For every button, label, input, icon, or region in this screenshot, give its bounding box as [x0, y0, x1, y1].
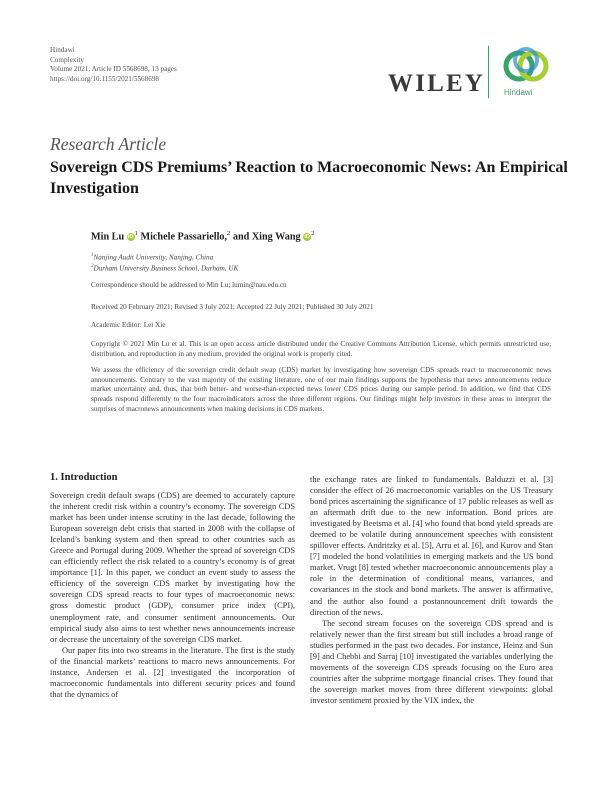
- paragraph: Our paper fits into two streams in the literature. The first is the study of the financial markets’ reactions to macro news announcements. For instance, Andersen et al. [2] investigated the incorporation of macroeconomic fundamentals into different security prices and found that the dynamics of: [50, 645, 295, 699]
- wiley-logo: WILEY: [388, 70, 486, 97]
- hindawi-wordmark: Hindawi: [504, 88, 533, 97]
- author-affiliation-marker: 2: [227, 230, 231, 237]
- author-affiliation-marker: 1: [134, 230, 138, 237]
- author-name[interactable]: Min Lu: [91, 231, 125, 243]
- author-name[interactable]: Michele Passariello,: [140, 231, 228, 243]
- body-column-right: [310, 474, 553, 706]
- paragraph: Sovereign credit default swaps (CDS) are deemed to accurately capture the inherent credit risk within a country’s economy. The sovereign CDS market has been under intense scrutiny in the last decade, following the European sovereign debt crisis that started in 2008 with the collapse of Iceland’s banking system and then spread to other countries such as Greece and Portugal during 2009. Whether the spread of sovereign CDS can efficiently reflect the risk related to a country’s economy is of great importance [1]. In this paper, we conduct an event study to assess the efficiency of the sovereign CDS market by investigating how the sovereign CDS spread reacts to four types of macroeconomic news: gross domestic product (GDP), consumer price index (CPI), unemployment rate, and consumer sentiment announcements. Our empirical study also aims to test whether news announcements increase or decrease the uncertainty of the sovereign CDS market.: [50, 491, 295, 644]
- article-type: Research Article: [50, 134, 167, 154]
- correspondence: Correspondence should be addressed to Min Lu; lumin@nau.edu.cn: [91, 281, 287, 289]
- orcid-icon[interactable]: iD: [127, 234, 134, 241]
- author-affiliation-marker: 2: [311, 230, 315, 237]
- logo-separator: [488, 46, 489, 98]
- abstract: We assess the efficiency of the sovereign credit default swap (CDS) market by investigating how sovereign CDS spreads react to macroeconomic news announcements. Contrary to the vast majority of the existing literature, one of our main findings supports the hypothesis that news announcements reduce market uncertainty and, thus, that both better- and worse-than-expected news lower CDS prices during our sample period. In addition, we find that CDS spreads respond differently to the four macroindicators across the three different regions. Our findings might help investors in these areas to interpret the surprises of macronews announcements when making decisions in CDS markets.: [91, 366, 551, 413]
- journal-name: Complexity: [50, 55, 84, 64]
- journal-publisher: Hindawi: [50, 46, 75, 54]
- journal-doi[interactable]: https://doi.org/10.1155/2021/5568698: [50, 74, 160, 83]
- hindawi-logo-icon: [495, 46, 557, 86]
- author-name[interactable]: and Xing Wang: [232, 231, 301, 243]
- affiliation: $^1$Nanjing Audit University, Nanjing, China: [91, 253, 214, 262]
- section-heading: 1. Introduction: [50, 472, 118, 483]
- body-column-left: [50, 490, 295, 700]
- article-title: Sovereign CDS Premiums’ Reaction to Macroeconomic News: An Empirical Investigation: [50, 159, 568, 197]
- journal-meta: [50, 46, 177, 84]
- copyright-notice: Copyright © 2021 Min Lu et al. This is an open access article distributed under the Creative Commons Attribution License, which permits unrestricted use, distribution, and reproduction in any medium, provided the original work is properly cited.: [91, 340, 551, 358]
- academic-editor: Academic Editor: Lei Xie: [91, 321, 166, 329]
- paragraph: the exchange rates are linked to fundamentals. Balduzzi et al. [3] consider the effect of 26 macroeconomic variables on the US Treasury bond prices ascertaining the significance of 17 public releases as well as an aftermath drift due to the new information. Bond prices are investigated by Beetsma et al. [4] who found that bond yield spreads are deemed to be volatile during announcement speeches with consistent spillover effects. Andritzky et al. [5], Arru et al. [6], and Kurov and Stan [7] modeled the bond volatilities in emerging markets and the US bond market. Vrugt [8] tested whether macroeconomic announcements play a role in the determination of conditional means, variances, and covariances in the stock and bond markets. The answer is affirmative, and the author also found a postannouncement drift towards the direction of the news.: [310, 475, 553, 617]
- journal-volume: Volume 2021, Article ID 5568698, 13 pages: [50, 65, 177, 74]
- affiliation: $^2$Durham University Business School, Durham, UK: [91, 264, 239, 273]
- article-dates: Received 20 February 2021; Revised 3 July 2021; Accepted 22 July 2021; Published 30 July 2021: [91, 303, 374, 311]
- orcid-icon[interactable]: iD: [304, 234, 310, 241]
- paragraph: The second stream focuses on the sovereign CDS spread and is relatively newer than the first stream but still includes a broad range of studies performed in the past two decades. For instance, Heinz and Sun [9] and Chebbi and Sarraj [10] investigated the variables underlying the movements of the sovereign CDS spreads focusing on the Euro area countries after the subprime mortgage financial crises. They found that the sovereign market moves from three different viewpoints: global investor sentiment proxied by the VIX index, the: [310, 618, 553, 705]
- author-list: [91, 230, 314, 242]
